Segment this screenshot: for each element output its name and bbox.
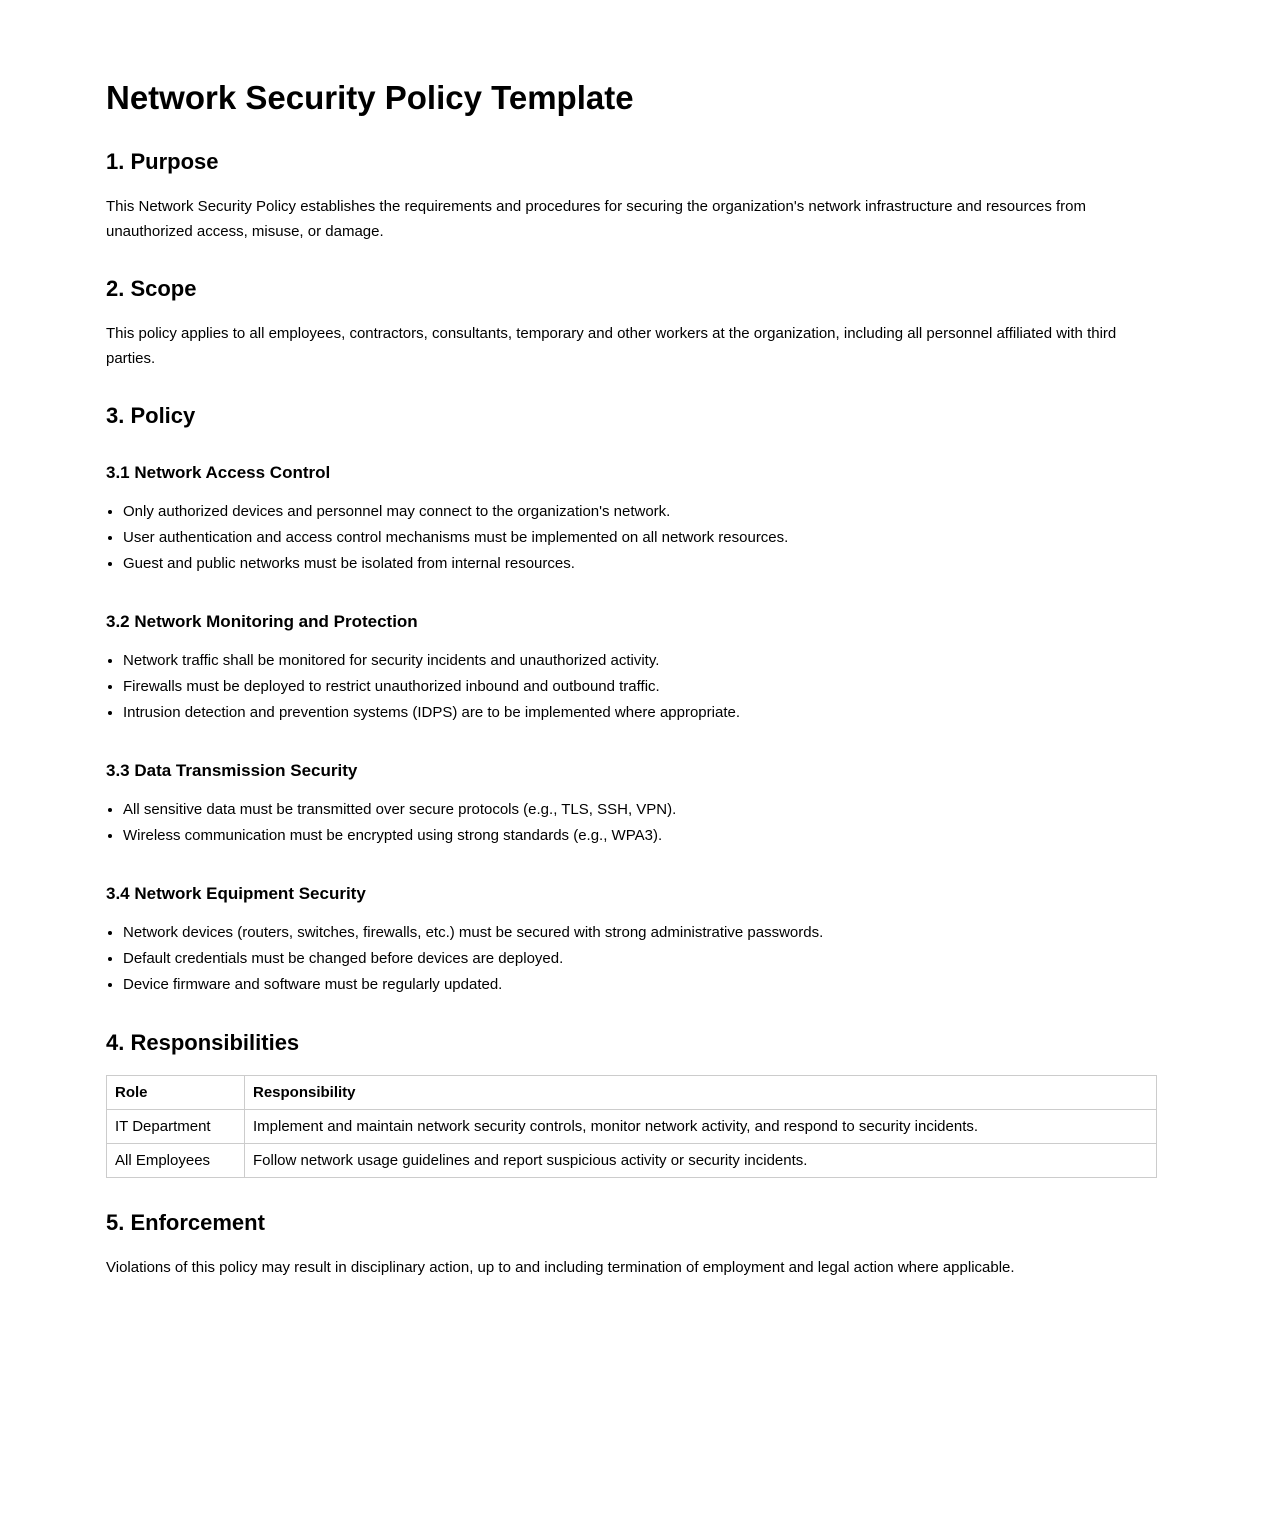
scope-paragraph: This policy applies to all employees, contractors, consultants, temporary and other workers at the organization, including all personnel affiliated with third parties. [106,325,1117,367]
bullet-list [106,797,1157,849]
policy-document [106,0,1157,1526]
bullet-item: • Guest and public networks must be isolated from internal resources. [123,551,1157,577]
bullet-item: • Network devices (routers, switches, firewalls, etc.) must be secured with strong administrative passwords. [123,920,1157,946]
table-row [107,1144,1157,1178]
bullet-list [106,648,1157,726]
bullet-item: • All sensitive data must be transmitted over secure protocols (e.g., TLS, SSH, VPN). [123,797,1157,823]
purpose-paragraph: This Network Security Policy establishes the requirements and procedures for securing the organization's network infrastructure and resources from unauthorized access, misuse, or damage. [106,198,1086,240]
section-policy [106,403,1157,998]
bullet-item: • User authentication and access control mechanisms must be implemented on all network resources. [123,525,1157,551]
bullet-item: • Wireless communication must be encrypted using strong standards (e.g., WPA3). [123,823,1157,849]
role-cell: All Employees [107,1144,245,1178]
page-title: Network Security Policy Template [106,79,634,116]
table-header-role: Role [107,1076,245,1110]
bullet-item: • Device firmware and software must be regularly updated. [123,972,1157,998]
section-enforcement [106,1210,1157,1280]
subsection-network-equipment [106,884,1157,998]
bullet-item: • Network traffic shall be monitored for security incidents and unauthorized activity. [123,648,1157,674]
responsibility-cell: Follow network usage guidelines and report suspicious activity or security incidents. [245,1144,1157,1178]
section-scope [106,276,1157,371]
responsibilities-table [106,1075,1157,1178]
purpose-heading: 1. Purpose [106,149,219,174]
bullet-list [106,499,1157,577]
section-purpose [106,149,1157,244]
enforcement-paragraph: Violations of this policy may result in disciplinary action, up to and including termination of employment and legal action where applicable. [106,1259,1015,1276]
bullet-item: • Firewalls must be deployed to restrict unauthorized inbound and outbound traffic. [123,674,1157,700]
table-header-responsibility: Responsibility [245,1076,1157,1110]
responsibility-cell: Implement and maintain network security controls, monitor network activity, and respond to security incidents. [245,1110,1157,1144]
role-cell: IT Department [107,1110,245,1144]
subsection-heading: 3.4 Network Equipment Security [106,884,366,903]
bullet-list [106,920,1157,998]
subsection-network-monitoring [106,612,1157,726]
enforcement-heading: 5. Enforcement [106,1210,265,1235]
subsection-heading: 3.3 Data Transmission Security [106,761,358,780]
bullet-item: • Default credentials must be changed before devices are deployed. [123,946,1157,972]
section-responsibilities [106,1030,1157,1178]
subsection-heading: 3.2 Network Monitoring and Protection [106,612,418,631]
table-row [107,1110,1157,1144]
bullet-item: • Only authorized devices and personnel may connect to the organization's network. [123,499,1157,525]
subsection-data-transmission [106,761,1157,849]
table-header-row [107,1076,1157,1110]
policy-heading: 3. Policy [106,403,196,428]
subsection-heading: 3.1 Network Access Control [106,463,331,482]
scope-heading: 2. Scope [106,276,197,301]
subsection-network-access-control [106,463,1157,577]
responsibilities-heading: 4. Responsibilities [106,1030,300,1055]
bullet-item: • Intrusion detection and prevention systems (IDPS) are to be implemented where appropriate. [123,700,1157,726]
